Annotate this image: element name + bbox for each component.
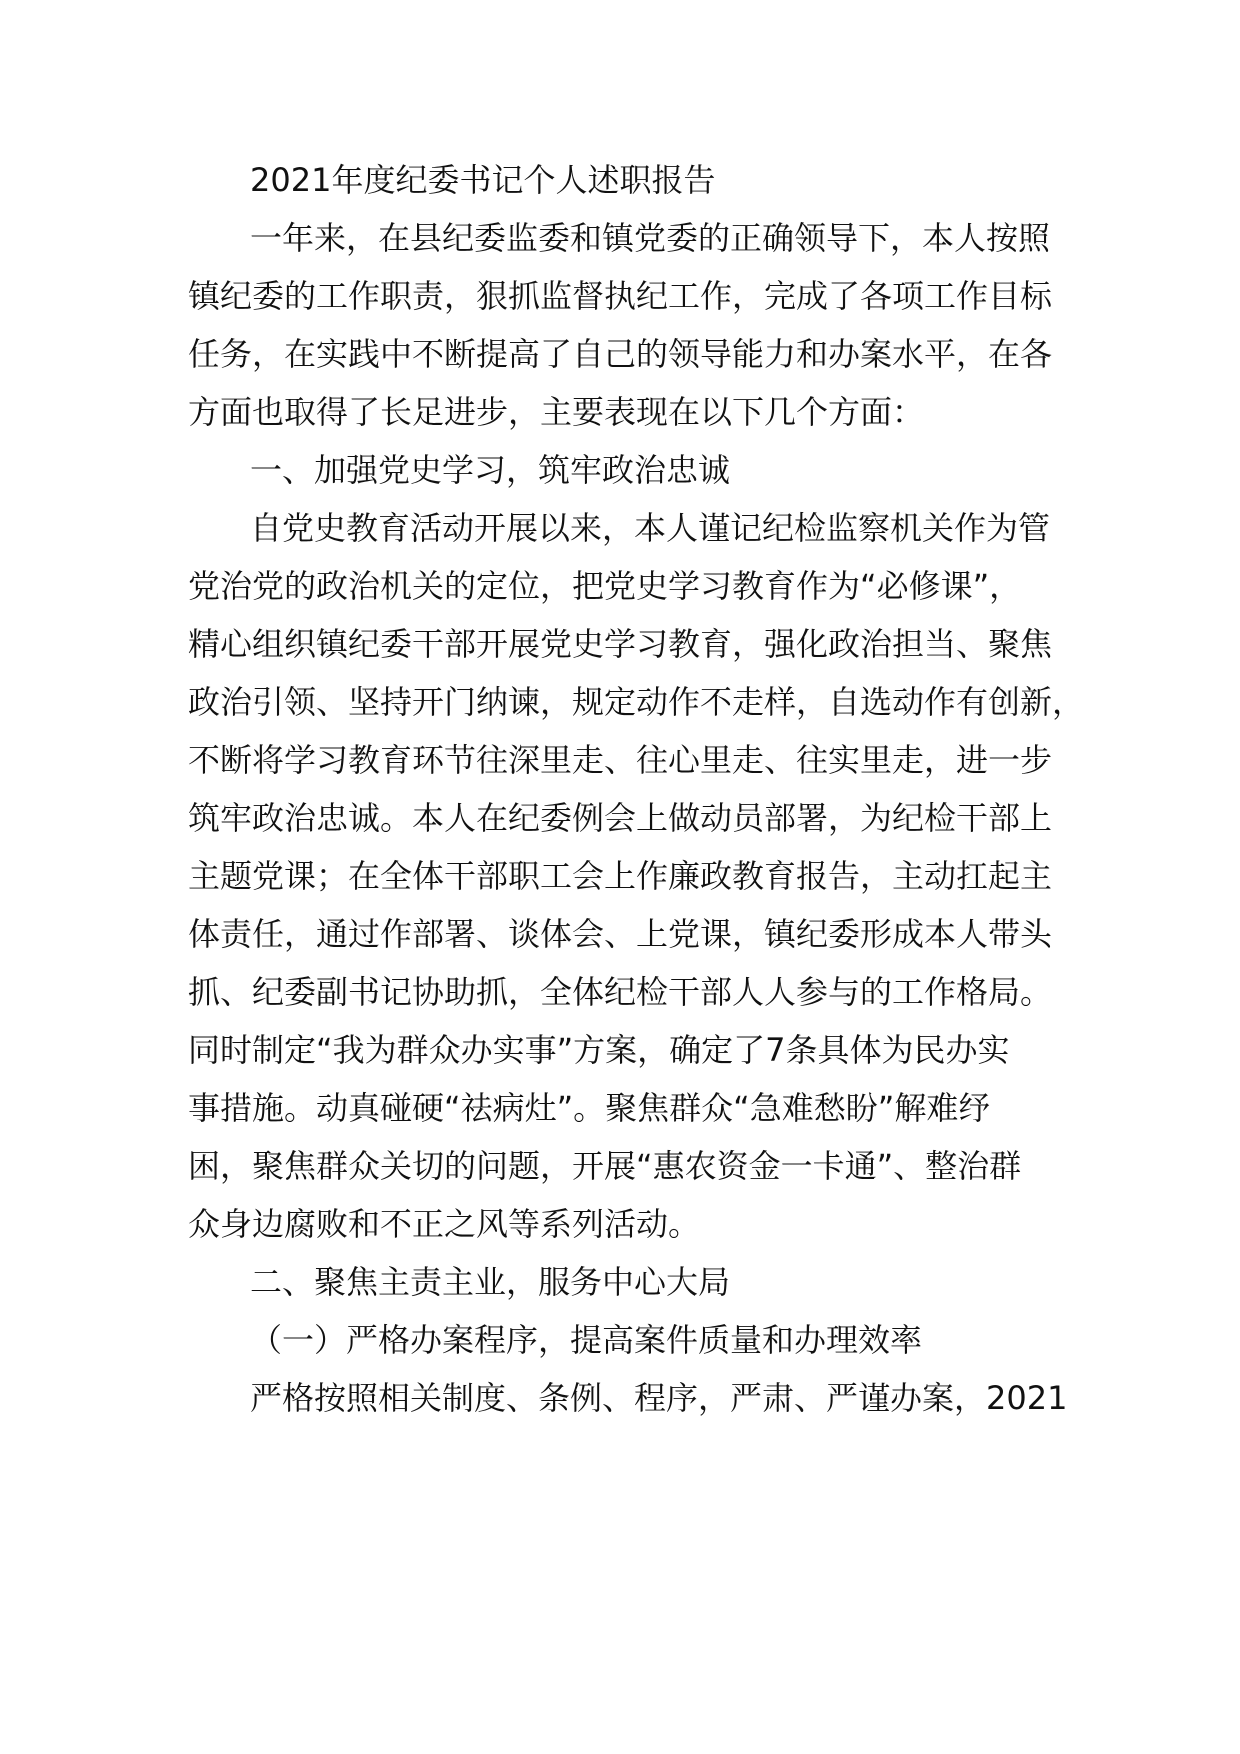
paragraph-line: 抓、纪委副书记协助抓，全体纪检干部人人参与的工作格局。 [188, 973, 1053, 1011]
paragraph-line: 事措施。动真碰硬“祛病灶”。聚焦群众“急难愁盼”解难纾 [188, 1089, 991, 1127]
paragraph-line: 同时制定“我为群众办实事”方案，确定了7条具体为民办实 [188, 1031, 1010, 1069]
paragraph-line: 任务，在实践中不断提高了自己的领导能力和办案水平，在各 [188, 335, 1053, 373]
paragraph-line: 严格按照相关制度、条例、程序，严肃、严谨办案，2021 [250, 1379, 1068, 1417]
section-heading: 一、加强党史学习，筑牢政治忠诚 [250, 451, 731, 489]
paragraph-line: 一年来，在县纪委监委和镇党委的正确领导下，本人按照 [250, 219, 1051, 257]
paragraph-line: 精心组织镇纪委干部开展党史学习教育，强化政治担当、聚焦 [188, 625, 1053, 663]
document-title: 2021年度纪委书记个人述职报告 [250, 161, 716, 199]
paragraph-line: 不断将学习教育环节往深里走、往心里走、往实里走，进一步 [188, 741, 1053, 779]
subsection-heading: （一）严格办案程序，提高案件质量和办理效率 [250, 1321, 923, 1359]
paragraph-line: 主题党课；在全体干部职工会上作廉政教育报告，主动扛起主 [188, 857, 1053, 895]
paragraph-line: 镇纪委的工作职责，狠抓监督执纪工作，完成了各项工作目标 [188, 277, 1053, 315]
paragraph-line: 自党史教育活动开展以来，本人谨记纪检监察机关作为管 [250, 509, 1051, 547]
paragraph-line: 政治引领、坚持开门纳谏，规定动作不走样，自选动作有创新， [188, 683, 1085, 721]
paragraph-line: 筑牢政治忠诚。本人在纪委例会上做动员部署，为纪检干部上 [188, 799, 1053, 837]
paragraph-line: 体责任，通过作部署、谈体会、上党课，镇纪委形成本人带头 [188, 915, 1053, 953]
paragraph-line: 困，聚焦群众关切的问题，开展“惠农资金一卡通”、整治群 [188, 1147, 1022, 1185]
paragraph-line: 方面也取得了长足进步，主要表现在以下几个方面： [188, 393, 925, 431]
section-heading: 二、聚焦主责主业，服务中心大局 [250, 1263, 731, 1301]
paragraph-line: 党治党的政治机关的定位，把党史学习教育作为“必修课”， [188, 567, 1022, 605]
paragraph-line: 众身边腐败和不正之风等系列活动。 [188, 1205, 701, 1243]
